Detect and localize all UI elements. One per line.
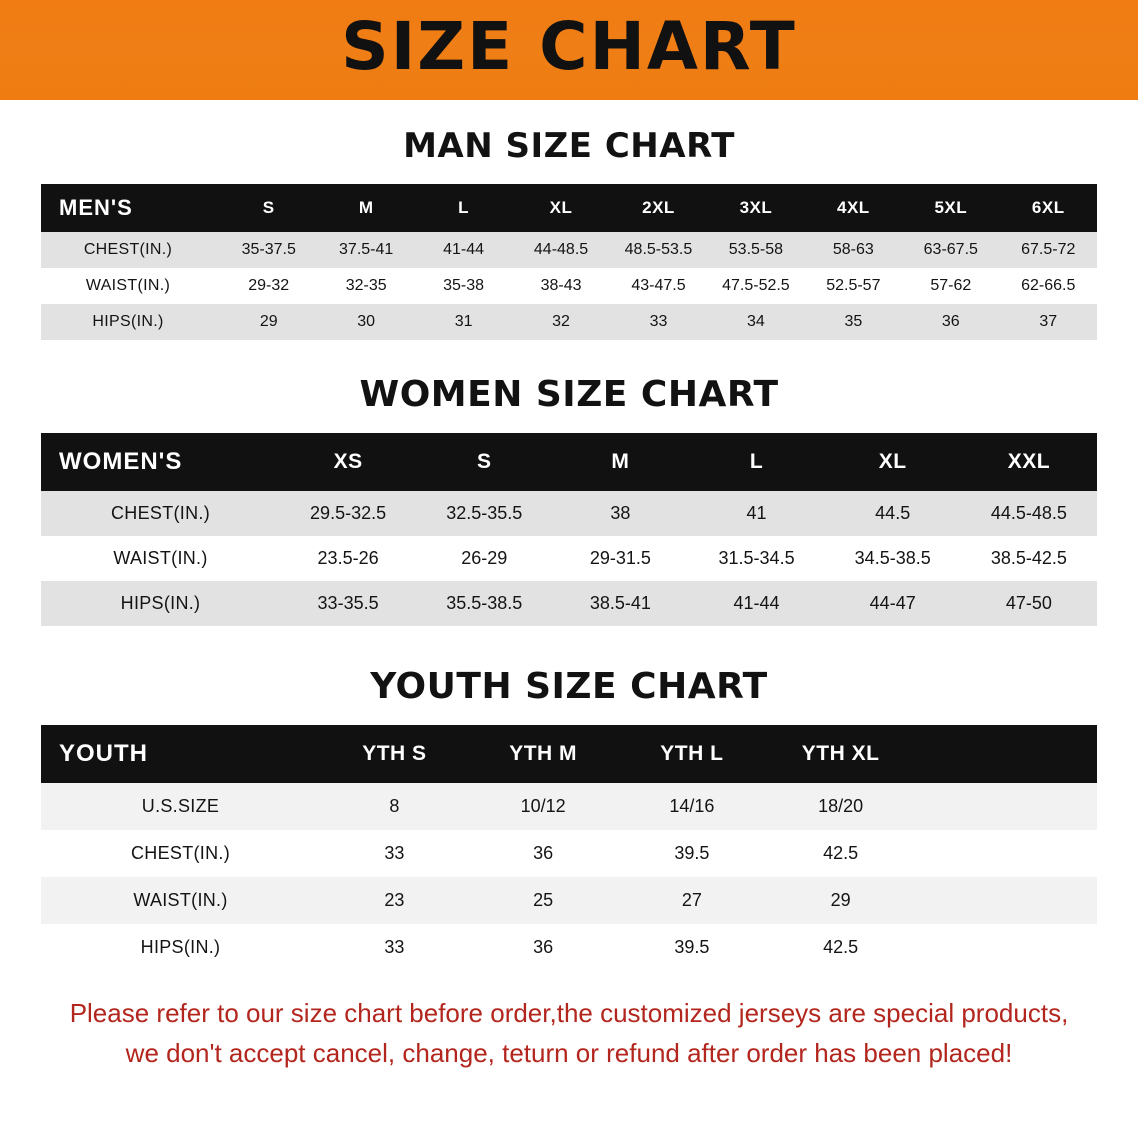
women-cell-2-0: 33-35.5	[317, 593, 379, 613]
women-cell-0-5: 44.5-48.5	[990, 503, 1067, 523]
women-header-cell-4: L	[688, 433, 824, 491]
man-row-label-2: HIPS(IN.)	[92, 313, 164, 330]
women-header-cell-3: M	[552, 433, 688, 491]
women-section-title: WOMEN SIZE CHART	[359, 374, 779, 415]
man-cell-2-2: 31	[454, 313, 473, 330]
women-header-cell-5: XL	[825, 433, 961, 491]
women-size-table	[41, 433, 1097, 626]
man-header-cell-5: 2XL	[610, 184, 707, 232]
women-row-label-0: CHEST(IN.)	[111, 503, 210, 523]
footer-note-line1: Please refer to our size chart before order,the customized jerseys are special products,	[69, 998, 1069, 1028]
youth-cell-1-0: 33	[384, 843, 405, 863]
youth-header-cell-2: YTH M	[469, 725, 618, 783]
footer-note-line2: we don't accept cancel, change, teturn or refund after order has been placed!	[125, 1038, 1013, 1069]
youth-header-cell-1: YTH S	[320, 725, 469, 783]
man-size-table	[41, 184, 1097, 340]
women-cell-2-5: 47-50	[1005, 593, 1052, 613]
women-cell-0-2: 38	[610, 503, 631, 523]
women-header-cell-0: WOMEN'S	[41, 433, 280, 491]
man-cell-0-3: 44-48.5	[533, 241, 589, 258]
banner-title: SIZE CHART	[341, 8, 797, 85]
man-cell-1-8: 62-66.5	[1021, 277, 1076, 294]
man-cell-0-5: 53.5-58	[728, 241, 784, 258]
youth-cell-1-2: 39.5	[674, 843, 710, 863]
women-cell-1-1: 26-29	[461, 548, 508, 568]
man-cell-1-7: 57-62	[930, 277, 972, 294]
man-cell-1-6: 52.5-57	[826, 277, 881, 294]
table-row	[41, 581, 1097, 626]
youth-size-table-wrap	[41, 725, 1097, 971]
women-header-cell-1: XS	[280, 433, 416, 491]
man-cell-2-3: 32	[552, 313, 570, 330]
table-row	[41, 232, 1097, 268]
man-cell-0-0: 35-37.5	[241, 241, 296, 258]
man-cell-2-4: 33	[649, 313, 668, 330]
man-header-cell-3: L	[415, 184, 512, 232]
women-cell-1-0: 23.5-26	[317, 548, 379, 568]
youth-cell-3-1: 36	[533, 937, 554, 957]
man-cell-2-5: 34	[747, 313, 765, 330]
women-cell-1-5: 38.5-42.5	[990, 548, 1067, 568]
youth-cell-2-3: 29	[830, 890, 851, 910]
man-row-label-0: CHEST(IN.)	[83, 241, 173, 258]
women-size-table-wrap	[41, 433, 1097, 626]
table-row	[41, 268, 1097, 304]
women-cell-0-1: 32.5-35.5	[446, 503, 523, 523]
women-cell-0-0: 29.5-32.5	[310, 503, 387, 523]
banner	[0, 0, 1138, 100]
man-cell-2-7: 36	[941, 313, 960, 330]
man-header-cell-9: 6XL	[1000, 184, 1098, 232]
man-cell-0-1: 37.5-41	[339, 241, 394, 258]
women-cell-2-1: 35.5-38.5	[446, 593, 523, 613]
man-header-cell-7: 4XL	[805, 184, 902, 232]
table-header-row	[41, 725, 1097, 783]
youth-cell-2-spacer	[915, 877, 1097, 924]
women-cell-0-3: 41	[746, 503, 767, 523]
table-row	[41, 304, 1097, 340]
man-cell-1-5: 47.5-52.5	[722, 277, 790, 294]
man-header-cell-1: S	[220, 184, 317, 232]
youth-cell-2-1: 25	[533, 890, 554, 910]
youth-cell-0-0: 8	[389, 796, 400, 816]
man-header-cell-8: 5XL	[902, 184, 999, 232]
women-cell-2-2: 38.5-41	[589, 593, 651, 613]
women-header-cell-2: S	[416, 433, 552, 491]
youth-cell-3-0: 33	[384, 937, 405, 957]
youth-cell-0-3: 18/20	[818, 796, 864, 816]
man-header-cell-2: M	[317, 184, 414, 232]
women-cell-1-2: 29-31.5	[589, 548, 651, 568]
table-row	[41, 877, 1097, 924]
man-cell-1-0: 29-32	[248, 277, 290, 294]
man-cell-0-8: 67.5-72	[1021, 241, 1076, 258]
youth-cell-3-3: 42.5	[823, 937, 859, 957]
man-header-cell-4: XL	[512, 184, 609, 232]
table-row	[41, 830, 1097, 877]
man-cell-2-6: 35	[844, 313, 863, 330]
women-cell-2-4: 44-47	[869, 593, 916, 613]
youth-header-cell-3: YTH L	[618, 725, 767, 783]
table-row	[41, 536, 1097, 581]
women-row-label-2: HIPS(IN.)	[120, 593, 201, 613]
man-section-title: MAN SIZE CHART	[403, 126, 735, 166]
table-row	[41, 491, 1097, 536]
man-cell-1-1: 32-35	[345, 277, 387, 294]
youth-cell-0-2: 14/16	[669, 796, 715, 816]
table-header-row	[41, 433, 1097, 491]
youth-row-label-0: U.S.SIZE	[141, 796, 220, 816]
man-cell-1-4: 43-47.5	[631, 277, 686, 294]
youth-cell-0-1: 10/12	[520, 796, 566, 816]
youth-section-title: YOUTH SIZE CHART	[370, 666, 768, 707]
youth-cell-0-spacer	[915, 783, 1097, 830]
women-cell-1-4: 34.5-38.5	[854, 548, 931, 568]
footer-note	[39, 993, 1099, 1074]
man-header-cell-6: 3XL	[707, 184, 804, 232]
man-cell-0-2: 41-44	[443, 241, 485, 258]
man-cell-2-8: 37	[1039, 313, 1058, 330]
women-cell-1-3: 31.5-34.5	[718, 548, 795, 568]
youth-cell-2-0: 23	[384, 890, 405, 910]
man-cell-2-1: 30	[357, 313, 376, 330]
youth-cell-1-1: 36	[533, 843, 554, 863]
table-row	[41, 924, 1097, 971]
man-cell-1-2: 35-38	[443, 277, 485, 294]
man-cell-1-3: 38-43	[540, 277, 582, 294]
youth-row-label-3: HIPS(IN.)	[140, 937, 221, 957]
women-cell-2-3: 41-44	[733, 593, 780, 613]
man-row-label-1: WAIST(IN.)	[85, 277, 171, 294]
man-cell-0-6: 58-63	[832, 241, 874, 258]
women-header-cell-6: XXL	[961, 433, 1097, 491]
youth-header-cell-0: YOUTH	[41, 725, 320, 783]
youth-cell-3-2: 39.5	[674, 937, 710, 957]
women-cell-0-4: 44.5	[875, 503, 911, 523]
youth-cell-1-3: 42.5	[823, 843, 859, 863]
youth-cell-3-spacer	[915, 924, 1097, 971]
women-row-label-1: WAIST(IN.)	[113, 548, 208, 568]
man-header-cell-0: MEN'S	[41, 184, 220, 232]
man-cell-2-0: 29	[259, 313, 278, 330]
youth-header-cell-spacer	[915, 725, 1097, 783]
man-cell-0-7: 63-67.5	[923, 241, 978, 258]
man-cell-0-4: 48.5-53.5	[624, 241, 693, 258]
youth-row-label-1: CHEST(IN.)	[131, 843, 230, 863]
man-size-table-wrap	[41, 184, 1097, 340]
youth-cell-2-2: 27	[681, 890, 702, 910]
youth-cell-1-spacer	[915, 830, 1097, 877]
table-header-row	[41, 184, 1097, 232]
youth-row-label-2: WAIST(IN.)	[133, 890, 228, 910]
table-row	[41, 783, 1097, 830]
youth-size-table	[41, 725, 1097, 971]
youth-header-cell-4: YTH XL	[766, 725, 915, 783]
